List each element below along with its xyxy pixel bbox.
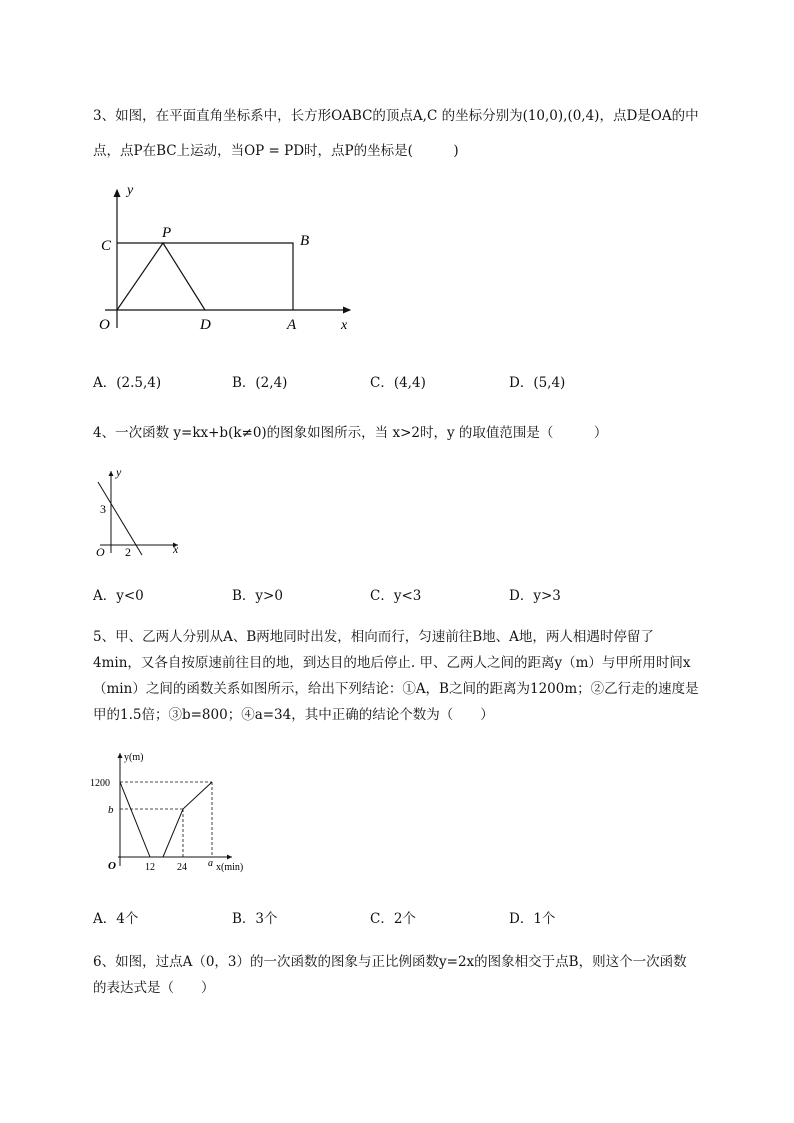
q4-option-a[interactable]: A．y<0	[93, 588, 144, 604]
q3-rectangle-oabc	[117, 243, 293, 310]
q3-text-line-1: 3、如图，在平面直角坐标系中，长方形OABC的顶点A,C 的坐标分别为(10,0),(0,4)，点D是OA的中	[93, 108, 699, 124]
q5-label-12: 12	[145, 862, 155, 873]
q5-label-1200: 1200	[90, 778, 110, 789]
q3-label-a: A	[287, 317, 297, 333]
q3-option-a[interactable]: A．(2.5,4)	[93, 375, 162, 391]
q4-option-c[interactable]: C．y<3	[370, 588, 422, 604]
q3-label-d: D	[200, 317, 211, 333]
q5-option-b[interactable]: B．3个	[232, 911, 278, 927]
q5-label-b: b	[108, 804, 114, 816]
q6-text-line-1: 6、如图，过点A（0，3）的一次函数的图象与正比例函数y=2x的图象相交于点B，则这个一次函数	[93, 954, 687, 970]
q5-label-o: O	[108, 860, 116, 872]
q5-text-line-2: 4min，又各自按原速前往目的地，到达目的地后停止. 甲、乙两人之间的距离y（m）与甲所用时间x	[93, 655, 691, 671]
q4-label-3: 3	[100, 502, 106, 516]
q3-label-b: B	[300, 233, 310, 249]
q5-option-c[interactable]: C．2个	[370, 911, 416, 927]
q3-text-line-2: 点，点P在BC上运动，当OP = PD时，点P的坐标是( )	[93, 143, 459, 159]
q4-figure	[90, 465, 185, 560]
q5-label-y: y(m)	[124, 752, 144, 763]
q5-distance-graph	[120, 782, 212, 857]
q3-label-y: y	[127, 183, 134, 198]
q3-option-d[interactable]: D．(5,4)	[509, 375, 566, 391]
q5-option-d[interactable]: D．1个	[509, 911, 556, 927]
q3-option-c[interactable]: C．(4,4)	[370, 375, 426, 391]
q5-text-line-3: （min）之间的函数关系如图所示，给出下列结论：①A，B之间的距离为1200m；②乙行走的速度是	[93, 681, 699, 697]
q5-label-x: x(min)	[216, 862, 244, 873]
q3-triangle-opd	[117, 243, 205, 310]
q4-label-2: 2	[125, 545, 131, 559]
q3-label-x: x	[341, 318, 348, 333]
q4-option-b[interactable]: B．y>0	[232, 588, 283, 604]
q4-label-y: y	[116, 465, 122, 479]
q5-text-line-1: 5、甲、乙两人分别从A、B两地同时出发，相向而行，匀速前往B地、A地，两人相遇时停留了	[93, 629, 654, 645]
q5-label-a: a	[208, 858, 213, 869]
q3-option-b[interactable]: B．(2,4)	[232, 375, 288, 391]
q4-text-line-1: 4、一次函数 y=kx+b(k≠0)的图象如图所示，当 x>2时，y 的取值范围是（ ）	[93, 425, 608, 441]
q5-label-24: 24	[177, 862, 187, 873]
q3-label-p: P	[162, 225, 172, 241]
q3-label-o: O	[99, 317, 110, 333]
q5-text-line-4: 甲的1.5倍；③b=800；④a=34，其中正确的结论个数为（ ）	[93, 707, 494, 723]
q5-option-a[interactable]: A．4个	[93, 911, 139, 927]
q6-text-line-2: 的表达式是（ ）	[93, 980, 215, 996]
q3-label-c: C	[101, 238, 112, 254]
q4-option-d[interactable]: D．y>3	[509, 588, 561, 604]
q3-figure	[95, 178, 365, 340]
q5-figure	[88, 748, 250, 878]
q4-label-o: O	[96, 545, 105, 559]
q4-label-x: x	[173, 542, 179, 556]
